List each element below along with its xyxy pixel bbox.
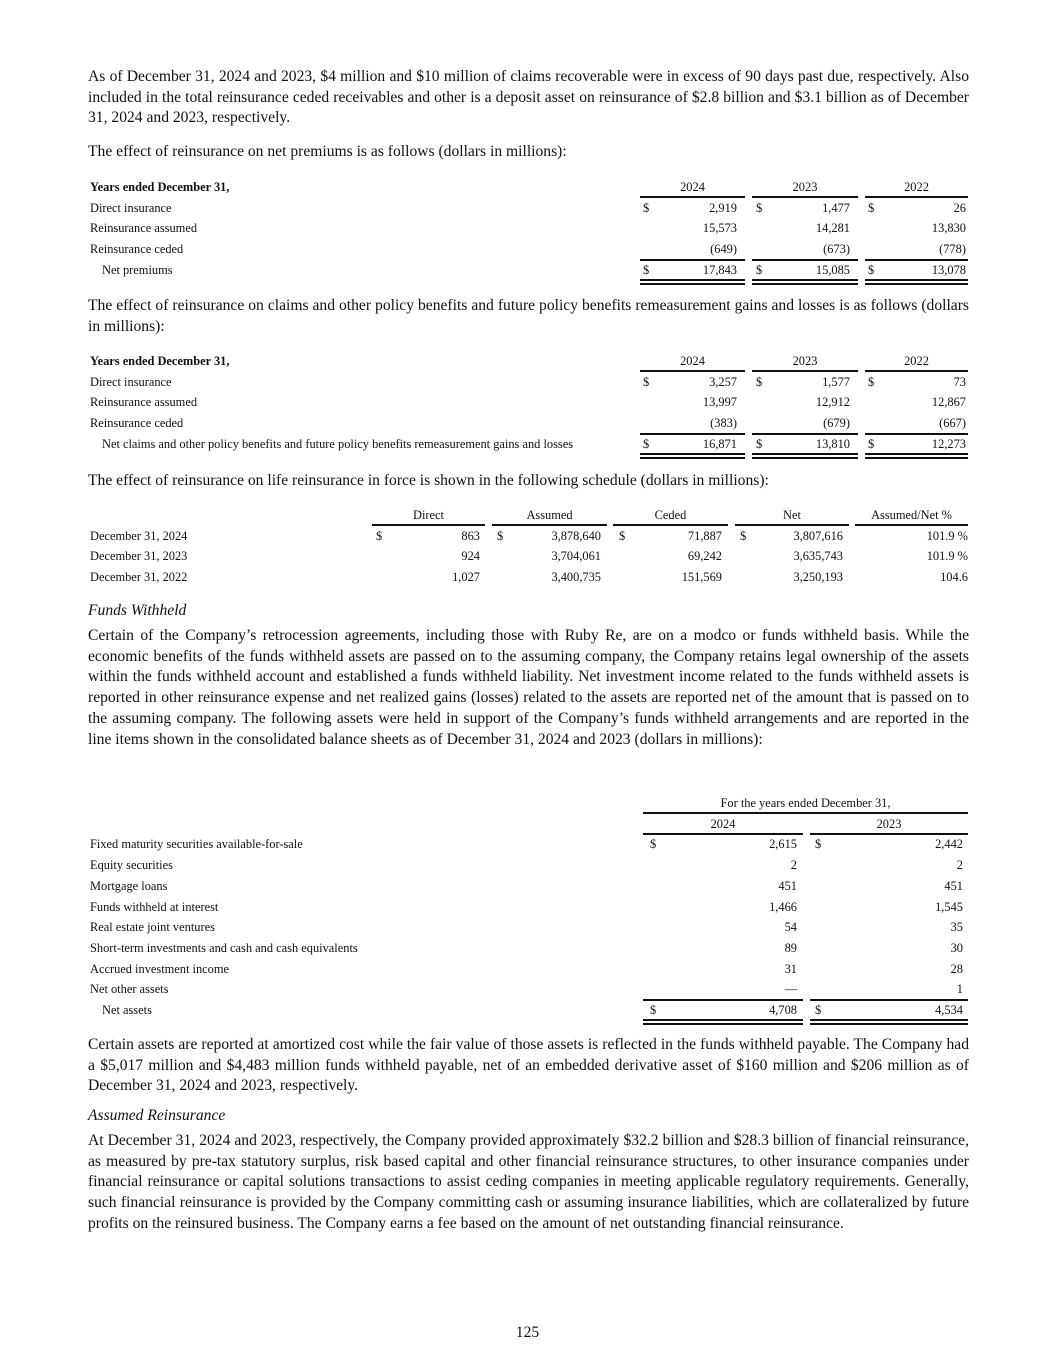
cell-value: 89	[784, 940, 797, 955]
total-double-rule	[752, 453, 858, 459]
cell-value: 17,843	[702, 262, 737, 277]
cell-value: 13,078	[931, 262, 966, 277]
cell-value: 73	[953, 374, 966, 389]
currency-symbol: $	[619, 528, 626, 543]
cell-value: 12,867	[931, 395, 966, 410]
column-header: 2022	[904, 180, 929, 194]
column-header-rule	[640, 196, 745, 198]
column-header-rule	[855, 524, 968, 526]
column-header: 2023	[876, 816, 902, 831]
currency-symbol: $	[376, 528, 383, 543]
row-label: Fixed maturity securities available-for-sale	[90, 837, 303, 852]
cell-value: 26	[953, 200, 966, 215]
heading-assumed-reinsurance: Assumed Reinsurance	[88, 1107, 226, 1124]
column-header: Direct	[413, 508, 444, 522]
column-header: 2024	[680, 180, 705, 194]
cell-value: 3,257	[709, 374, 737, 389]
cell-value: —	[784, 982, 797, 997]
cell-value: 2,615	[769, 837, 797, 852]
currency-symbol: $	[740, 528, 747, 543]
currency-symbol: $	[643, 200, 650, 215]
subtotal-rule	[752, 259, 858, 261]
row-label: Net other assets	[90, 982, 169, 997]
subtotal-rule	[640, 259, 745, 261]
cell-value: (667)	[939, 416, 966, 431]
currency-symbol: $	[643, 262, 650, 277]
cell-value: 101.9 %	[926, 549, 968, 564]
currency-symbol: $	[756, 436, 763, 451]
currency-symbol: $	[650, 837, 657, 852]
column-header: Assumed/Net %	[871, 508, 952, 522]
column-header-rule	[752, 370, 858, 372]
cell-value: (679)	[823, 416, 850, 431]
cell-value: 15,085	[815, 262, 850, 277]
paragraph-claims-intro: The effect of reinsurance on claims and other policy benefits and future policy benefits remeasurement gains and losses is as follows (dollars in millions):	[88, 297, 969, 335]
cell-value: 451	[778, 878, 797, 893]
row-label: Net claims and other policy benefits and future policy benefits remeasurement gains and losses	[102, 436, 574, 451]
cell-value: 1,577	[822, 374, 850, 389]
currency-symbol: $	[868, 200, 875, 215]
cell-value: 863	[461, 528, 480, 543]
column-header-rule	[640, 370, 745, 372]
cell-value: 3,250,193	[793, 570, 843, 585]
paragraph-claims-recoverable: As of December 31, 2024 and 2023, $4 million and $10 million of claims recoverable were in excess of 90 days past due, respectively. Also included in the total reinsurance ceded receivables and other is a deposit asset on reinsurance of $2.8 billion and $3.1 billion as of December 31, 2024 and 2023, respectively.	[88, 68, 969, 127]
cell-value: (383)	[710, 416, 737, 431]
column-header-rule	[372, 524, 485, 526]
cell-value: 13,810	[815, 436, 850, 451]
row-label: Net assets	[102, 1003, 152, 1017]
cell-value: 2	[790, 858, 797, 873]
cell-value: 30	[950, 940, 963, 955]
total-double-rule	[643, 1019, 803, 1025]
cell-value: 1,466	[769, 899, 797, 914]
currency-symbol: $	[815, 837, 822, 852]
cell-value: 16,871	[702, 436, 737, 451]
cell-value: 15,573	[702, 221, 737, 236]
currency-symbol: $	[868, 262, 875, 277]
table-header-label: Years ended December 31,	[90, 354, 230, 368]
cell-value: 924	[461, 549, 480, 564]
table-header-label: Years ended December 31,	[90, 180, 230, 194]
cell-value: 451	[944, 878, 963, 893]
currency-symbol: $	[756, 374, 763, 389]
currency-symbol: $	[868, 436, 875, 451]
cell-value: 151,569	[681, 570, 722, 585]
cell-value: 12,912	[815, 395, 850, 410]
total-double-rule	[640, 279, 745, 285]
currency-symbol: $	[497, 528, 504, 543]
row-label: Reinsurance ceded	[90, 242, 184, 257]
row-label: Mortgage loans	[90, 878, 168, 893]
row-label: Direct insurance	[90, 374, 172, 389]
paragraph-funds-withheld: Certain of the Company’s retrocession agreements, including those with Ruby Re, are on a modco or funds withheld basis. While the economic benefits of the funds withheld assets are passed on to the assuming company, the Company retains legal ownership of the assets within the funds withheld account and established a funds withheld liability. Net investment income related to the funds withheld assets is reported in other reinsurance expense and net realized gains (losses) related to the assets are reported net of the amount that is passed on to the assuming company. The following assets were held in support of the Company’s funds withheld arrangements and are reported in the line items shown in the consolidated balance sheets as of December 31, 2024 and 2023 (dollars in millions):	[88, 627, 969, 748]
cell-value: 13,830	[931, 221, 966, 236]
subtotal-rule	[865, 259, 968, 261]
row-label: Reinsurance ceded	[90, 416, 184, 431]
paragraph-net-premiums-intro: The effect of reinsurance on net premiums is as follows (dollars in millions):	[88, 143, 567, 160]
column-header-rule	[865, 370, 968, 372]
cell-value: 69,242	[687, 549, 722, 564]
cell-value: 4,708	[769, 1003, 797, 1017]
super-header: For the years ended December 31,	[720, 796, 891, 810]
column-header-rule	[752, 196, 858, 198]
cell-value: 1,477	[822, 200, 850, 215]
page-number: 125	[515, 1324, 540, 1341]
total-double-rule	[865, 279, 968, 285]
subtotal-rule	[865, 433, 968, 435]
row-label: December 31, 2024	[90, 528, 188, 543]
column-header: 2024	[710, 816, 736, 831]
cell-value: 104.6	[940, 570, 968, 585]
column-header: 2023	[792, 354, 818, 368]
cell-value: 1,545	[935, 899, 963, 914]
subtotal-rule	[643, 999, 803, 1001]
paragraph-funds-withheld-payable: Certain assets are reported at amortized cost while the fair value of those assets is reflected in the funds withheld payable. The Company had a $5,017 million and $4,483 million funds withheld payable, net of an embedded derivative asset of $160 million and $206 million as of December 31, 2024 and 2023, respectively.	[88, 1036, 969, 1095]
cell-value: 28	[950, 961, 963, 976]
cell-value: 71,887	[687, 528, 722, 543]
cell-value: 3,704,061	[551, 549, 601, 564]
total-double-rule	[865, 453, 968, 459]
subtotal-rule	[810, 999, 968, 1001]
cell-value: 13,997	[702, 395, 737, 410]
row-label: Direct insurance	[90, 200, 172, 215]
column-header: 2023	[792, 180, 818, 194]
cell-value: (673)	[823, 242, 850, 257]
currency-symbol: $	[815, 1003, 822, 1017]
row-label: Reinsurance assumed	[90, 395, 198, 410]
subtotal-rule	[640, 433, 745, 435]
cell-value: 14,281	[815, 221, 850, 236]
paragraph-assumed-reinsurance: At December 31, 2024 and 2023, respectively, the Company provided approximately $32.2 billion and $28.3 billion of financial reinsurance, as measured by pre-tax statutory surplus, risk based capital and other financial reinsurance structures, to other insurance companies under financial reinsurance or capital solutions transactions to assist ceding companies in meeting applicable regulatory requirements. Generally, such financial reinsurance is provided by the Company committing cash or assuming insurance liabilities, which are collateralized by future profits on the reinsured business. The Company earns a fee based on the amount of net outstanding financial reinsurance.	[88, 1132, 969, 1232]
cell-value: (649)	[710, 242, 737, 257]
row-label: Funds withheld at interest	[90, 899, 219, 914]
currency-symbol: $	[643, 374, 650, 389]
column-header: Ceded	[654, 508, 687, 522]
column-header: Assumed	[526, 508, 573, 522]
cell-value: 3,878,640	[551, 528, 601, 543]
row-label: Equity securities	[90, 858, 173, 873]
currency-symbol: $	[650, 1003, 657, 1017]
cell-value: 12,273	[931, 436, 966, 451]
cell-value: (778)	[939, 242, 966, 257]
column-header-rule	[613, 524, 728, 526]
subtotal-rule	[752, 433, 858, 435]
cell-value: 4,534	[935, 1003, 963, 1017]
column-header-rule	[492, 524, 607, 526]
heading-funds-withheld: Funds Withheld	[88, 602, 187, 619]
column-header: 2022	[904, 354, 929, 368]
total-double-rule	[752, 279, 858, 285]
column-header-rule	[735, 524, 849, 526]
total-double-rule	[640, 453, 745, 459]
row-label: Net premiums	[102, 262, 173, 277]
column-header: Net	[783, 508, 801, 522]
column-header: 2024	[680, 354, 705, 368]
column-header-rule	[810, 833, 968, 835]
paragraph-in-force-intro: The effect of reinsurance on life reinsurance in force is shown in the following schedule (dollars in millions):	[88, 472, 769, 489]
super-header-rule	[643, 812, 968, 814]
cell-value: 2,919	[709, 200, 737, 215]
row-label: December 31, 2023	[90, 549, 188, 564]
row-label: Short-term investments and cash and cash equivalents	[90, 940, 358, 955]
cell-value: 2	[956, 858, 963, 873]
cell-value: 101.9 %	[926, 528, 968, 543]
cell-value: 3,400,735	[551, 570, 601, 585]
cell-value: 54	[784, 920, 797, 935]
row-label: Accrued investment income	[90, 961, 230, 976]
cell-value: 31	[784, 961, 797, 976]
cell-value: 1	[956, 982, 963, 997]
currency-symbol: $	[643, 436, 650, 451]
column-header-rule	[643, 833, 803, 835]
cell-value: 35	[950, 920, 963, 935]
cell-value: 3,807,616	[793, 528, 843, 543]
row-label: December 31, 2022	[90, 570, 188, 585]
cell-value: 1,027	[452, 570, 480, 585]
currency-symbol: $	[868, 374, 875, 389]
currency-symbol: $	[756, 200, 763, 215]
cell-value: 2,442	[935, 837, 963, 852]
total-double-rule	[810, 1019, 968, 1025]
currency-symbol: $	[756, 262, 763, 277]
row-label: Real estate joint ventures	[90, 920, 215, 935]
row-label: Reinsurance assumed	[90, 221, 198, 236]
column-header-rule	[865, 196, 968, 198]
cell-value: 3,635,743	[793, 549, 843, 564]
